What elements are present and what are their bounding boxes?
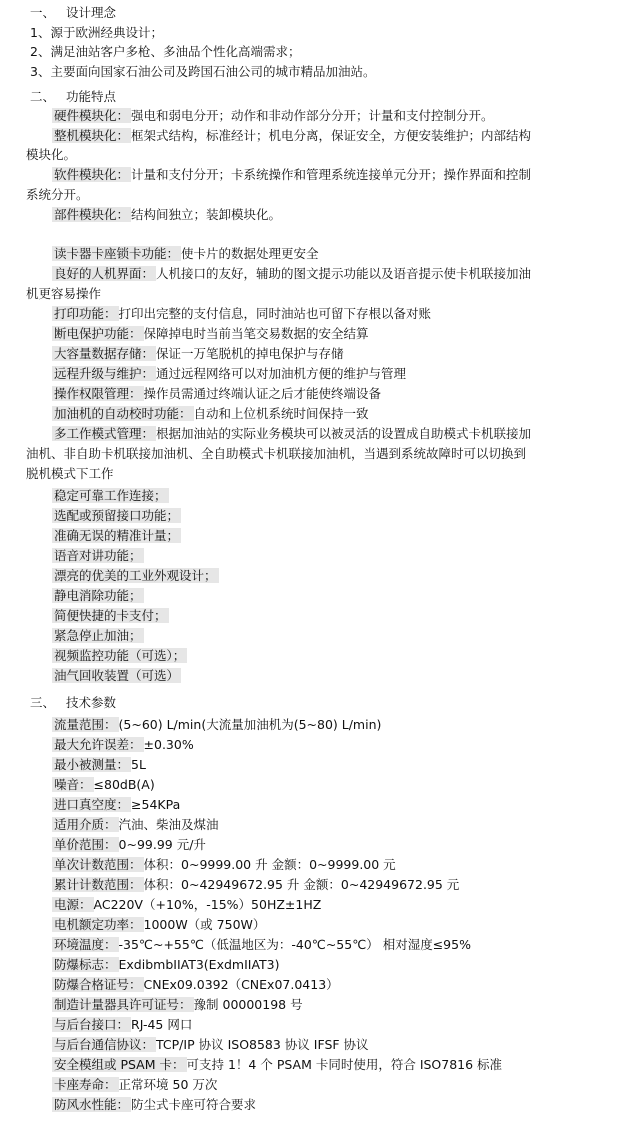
feature-list-item: 油气回收装置（可选）: [54, 668, 180, 683]
spec-label: 与后台接口：: [54, 1017, 130, 1032]
spec-value: 汽油、柴油及煤油: [118, 817, 219, 832]
spec-row: [52, 936, 471, 954]
feature-label: 读卡器卡座锁卡功能：: [54, 246, 180, 261]
spec-label: 电源：: [54, 897, 92, 912]
spec-value: TCP/IP 协议 ISO8583 协议 IFSF 协议: [156, 1037, 369, 1052]
feature-function-line: [52, 425, 531, 443]
spec-row: [52, 736, 194, 754]
feature-list-item: 准确无误的精准计量；: [54, 528, 180, 543]
spec-label: 制造计量器具许可证号：: [54, 997, 192, 1012]
feature-function-line: [52, 305, 431, 323]
spec-row: [52, 716, 381, 734]
spec-row: [52, 896, 321, 914]
feature-text: 通过远程网络可以对加油机方便的维护与管理: [156, 366, 407, 381]
spec-value: ≤80dB(A): [93, 777, 155, 792]
spec-row: [52, 816, 219, 834]
spec-value: CNEx09.0392（CNEx07.0413）: [143, 977, 339, 992]
feature-continuation: 模块化。: [26, 147, 77, 162]
spec-value: 防尘式卡座可符合要求: [131, 1097, 257, 1112]
spec-label: 最大允许误差：: [54, 737, 142, 752]
spec-row: [52, 1036, 369, 1054]
feature-text: 使卡片的数据处理更安全: [181, 246, 319, 261]
feature-function-line: [52, 405, 369, 423]
feature-label: 打印功能：: [54, 306, 117, 321]
spec-value: RJ-45 网口: [131, 1017, 193, 1032]
design-item: 1、源于欧洲经典设计；: [30, 25, 163, 40]
spec-row: [52, 956, 280, 974]
feature-label: 软件模块化：: [54, 167, 130, 182]
feature-text: 保障掉电时当前当笔交易数据的安全结算: [143, 326, 369, 341]
spec-label: 噪音：: [54, 777, 92, 792]
spec-label: 电机额定功率：: [54, 917, 142, 932]
spec-row: [52, 856, 396, 874]
section-heading-specs: [30, 694, 116, 712]
feature-continuation: 系统分开。: [26, 187, 89, 202]
section-number: 一、: [30, 5, 56, 20]
feature-label: 部件模块化：: [54, 207, 130, 222]
spec-value: 1000W（或 750W）: [143, 917, 266, 932]
feature-list-item: 语音对讲功能；: [54, 548, 142, 563]
feature-label: 硬件模块化：: [54, 108, 130, 123]
spec-row: [52, 1096, 256, 1114]
feature-label: 良好的人机界面：: [54, 266, 155, 281]
spec-label: 环境温度：: [54, 937, 117, 952]
spec-label: 累计计数范围：: [54, 877, 142, 892]
spec-row: [52, 1076, 217, 1094]
spec-row: [52, 1056, 502, 1074]
spec-value: (5~60) L/min(大流量加油机为(5~80) L/min): [118, 717, 382, 732]
spec-value: -35℃~+55℃（低温地区为：-40℃~55℃） 相对湿度≤95%: [118, 937, 471, 952]
spec-label: 安全模组或 PSAM 卡：: [54, 1057, 185, 1072]
section-title: 功能特点: [66, 89, 117, 104]
spec-label: 卡座寿命：: [54, 1077, 117, 1092]
spec-row: [52, 796, 180, 814]
spec-value: 正常环境 50 万次: [118, 1077, 218, 1092]
spec-label: 单价范围：: [54, 837, 117, 852]
section-number: 二、: [30, 89, 56, 104]
feature-list-item: 简便快捷的卡支付；: [54, 608, 167, 623]
spec-label: 防风水性能：: [54, 1097, 130, 1112]
spec-label: 单次计数范围：: [54, 857, 142, 872]
feature-text: 强电和弱电分开；动作和非动作部分分开；计量和支付控制分开。: [131, 108, 494, 123]
section-heading-features: [30, 88, 116, 106]
feature-list-item: 静电消除功能；: [54, 588, 142, 603]
feature-function-line: [52, 265, 531, 283]
design-item: 2、满足油站客户多枪、多油品个性化高端需求；: [30, 44, 301, 59]
feature-text: 操作员需通过终端认证之后才能使终端设备: [143, 386, 382, 401]
feature-text: 根据加油站的实际业务模块可以被灵活的设置成自助模式卡机联接加: [156, 426, 532, 441]
feature-modular-line: [52, 166, 531, 184]
feature-function-line: [52, 345, 344, 363]
section-number: 三、: [30, 695, 56, 710]
spec-row: [52, 756, 146, 774]
feature-modular-line: [52, 107, 494, 125]
feature-list-item: 选配或预留接口功能；: [54, 508, 180, 523]
feature-text: 保证一万笔脱机的掉电保护与存储: [156, 346, 344, 361]
spec-value: 0~99.99 元/升: [118, 837, 206, 852]
feature-label: 操作权限管理：: [54, 386, 142, 401]
feature-list-item: 稳定可靠工作连接；: [54, 488, 167, 503]
feature-label: 整机模块化：: [54, 128, 130, 143]
feature-function-line: [52, 365, 406, 383]
section-heading-design: [30, 4, 116, 22]
spec-label: 流量范围：: [54, 717, 117, 732]
spec-row: [52, 836, 206, 854]
feature-modular-line: [52, 127, 531, 145]
feature-continuation: 油机、非自助卡机联接加油机、全自助模式卡机联接加油机，当遇到系统故障时可以切换到: [26, 446, 527, 461]
feature-text: 计量和支付分开；卡系统操作和管理系统连接单元分开；操作界面和控制: [131, 167, 532, 182]
spec-label: 最小被测量：: [54, 757, 130, 772]
spec-label: 防爆标志：: [54, 957, 117, 972]
feature-text: 人机接口的友好，辅助的图文提示功能以及语音提示使卡机联接加油: [156, 266, 532, 281]
spec-row: [52, 996, 303, 1014]
feature-list-item: 紧急停止加油；: [54, 628, 142, 643]
feature-text: 自动和上位机系统时间保持一致: [193, 406, 369, 421]
spec-row: [52, 916, 265, 934]
spec-value: 可支持 1！4 个 PSAM 卡同时使用，符合 ISO7816 标准: [186, 1057, 503, 1072]
spec-value: ±0.30%: [143, 737, 194, 752]
spec-label: 适用介质：: [54, 817, 117, 832]
spec-value: ≥54KPa: [131, 797, 181, 812]
feature-label: 远程升级与维护：: [54, 366, 155, 381]
feature-list-item: 视频监控功能（可选）；: [54, 648, 186, 663]
feature-list-item: 漂亮的优美的工业外观设计；: [54, 568, 217, 583]
feature-label: 加油机的自动校时功能：: [54, 406, 192, 421]
spec-label: 进口真空度：: [54, 797, 130, 812]
spec-row: [52, 776, 155, 794]
spec-row: [52, 1016, 192, 1034]
feature-continuation: 脱机模式下工作: [26, 466, 114, 481]
feature-text: 打印出完整的支付信息，同时油站也可留下存根以备对账: [118, 306, 432, 321]
feature-label: 大容量数据存储：: [54, 346, 155, 361]
feature-function-line: [52, 385, 381, 403]
spec-value: AC220V（+10%，-15%）50HZ±1HZ: [93, 897, 322, 912]
feature-label: 多工作模式管理：: [54, 426, 155, 441]
section-title: 设计理念: [66, 5, 117, 20]
spec-row: [52, 876, 459, 894]
spec-label: 防爆合格证号：: [54, 977, 142, 992]
spec-value: 体积：0~9999.00 升 金额：0~9999.00 元: [143, 857, 396, 872]
feature-function-line: [52, 325, 369, 343]
feature-label: 断电保护功能：: [54, 326, 142, 341]
spec-value: 豫制 00000198 号: [193, 997, 303, 1012]
spec-value: 5L: [131, 757, 146, 772]
feature-function-line: [52, 245, 319, 263]
feature-text: 结构间独立；装卸模块化。: [131, 207, 282, 222]
spec-value: 体积：0~42949672.95 升 金额：0~42949672.95 元: [143, 877, 460, 892]
spec-value: ExdibmbIIAT3(ExdmIIAT3): [118, 957, 280, 972]
design-item: 3、主要面向国家石油公司及跨国石油公司的城市精品加油站。: [30, 64, 376, 79]
spec-row: [52, 976, 339, 994]
spec-label: 与后台通信协议：: [54, 1037, 155, 1052]
feature-continuation: 机更容易操作: [26, 286, 102, 301]
feature-modular-line: [52, 206, 281, 224]
feature-text: 框架式结构，标准经计；机电分离，保证安全，方便安装维护；内部结构: [131, 128, 532, 143]
section-title: 技术参数: [66, 695, 117, 710]
